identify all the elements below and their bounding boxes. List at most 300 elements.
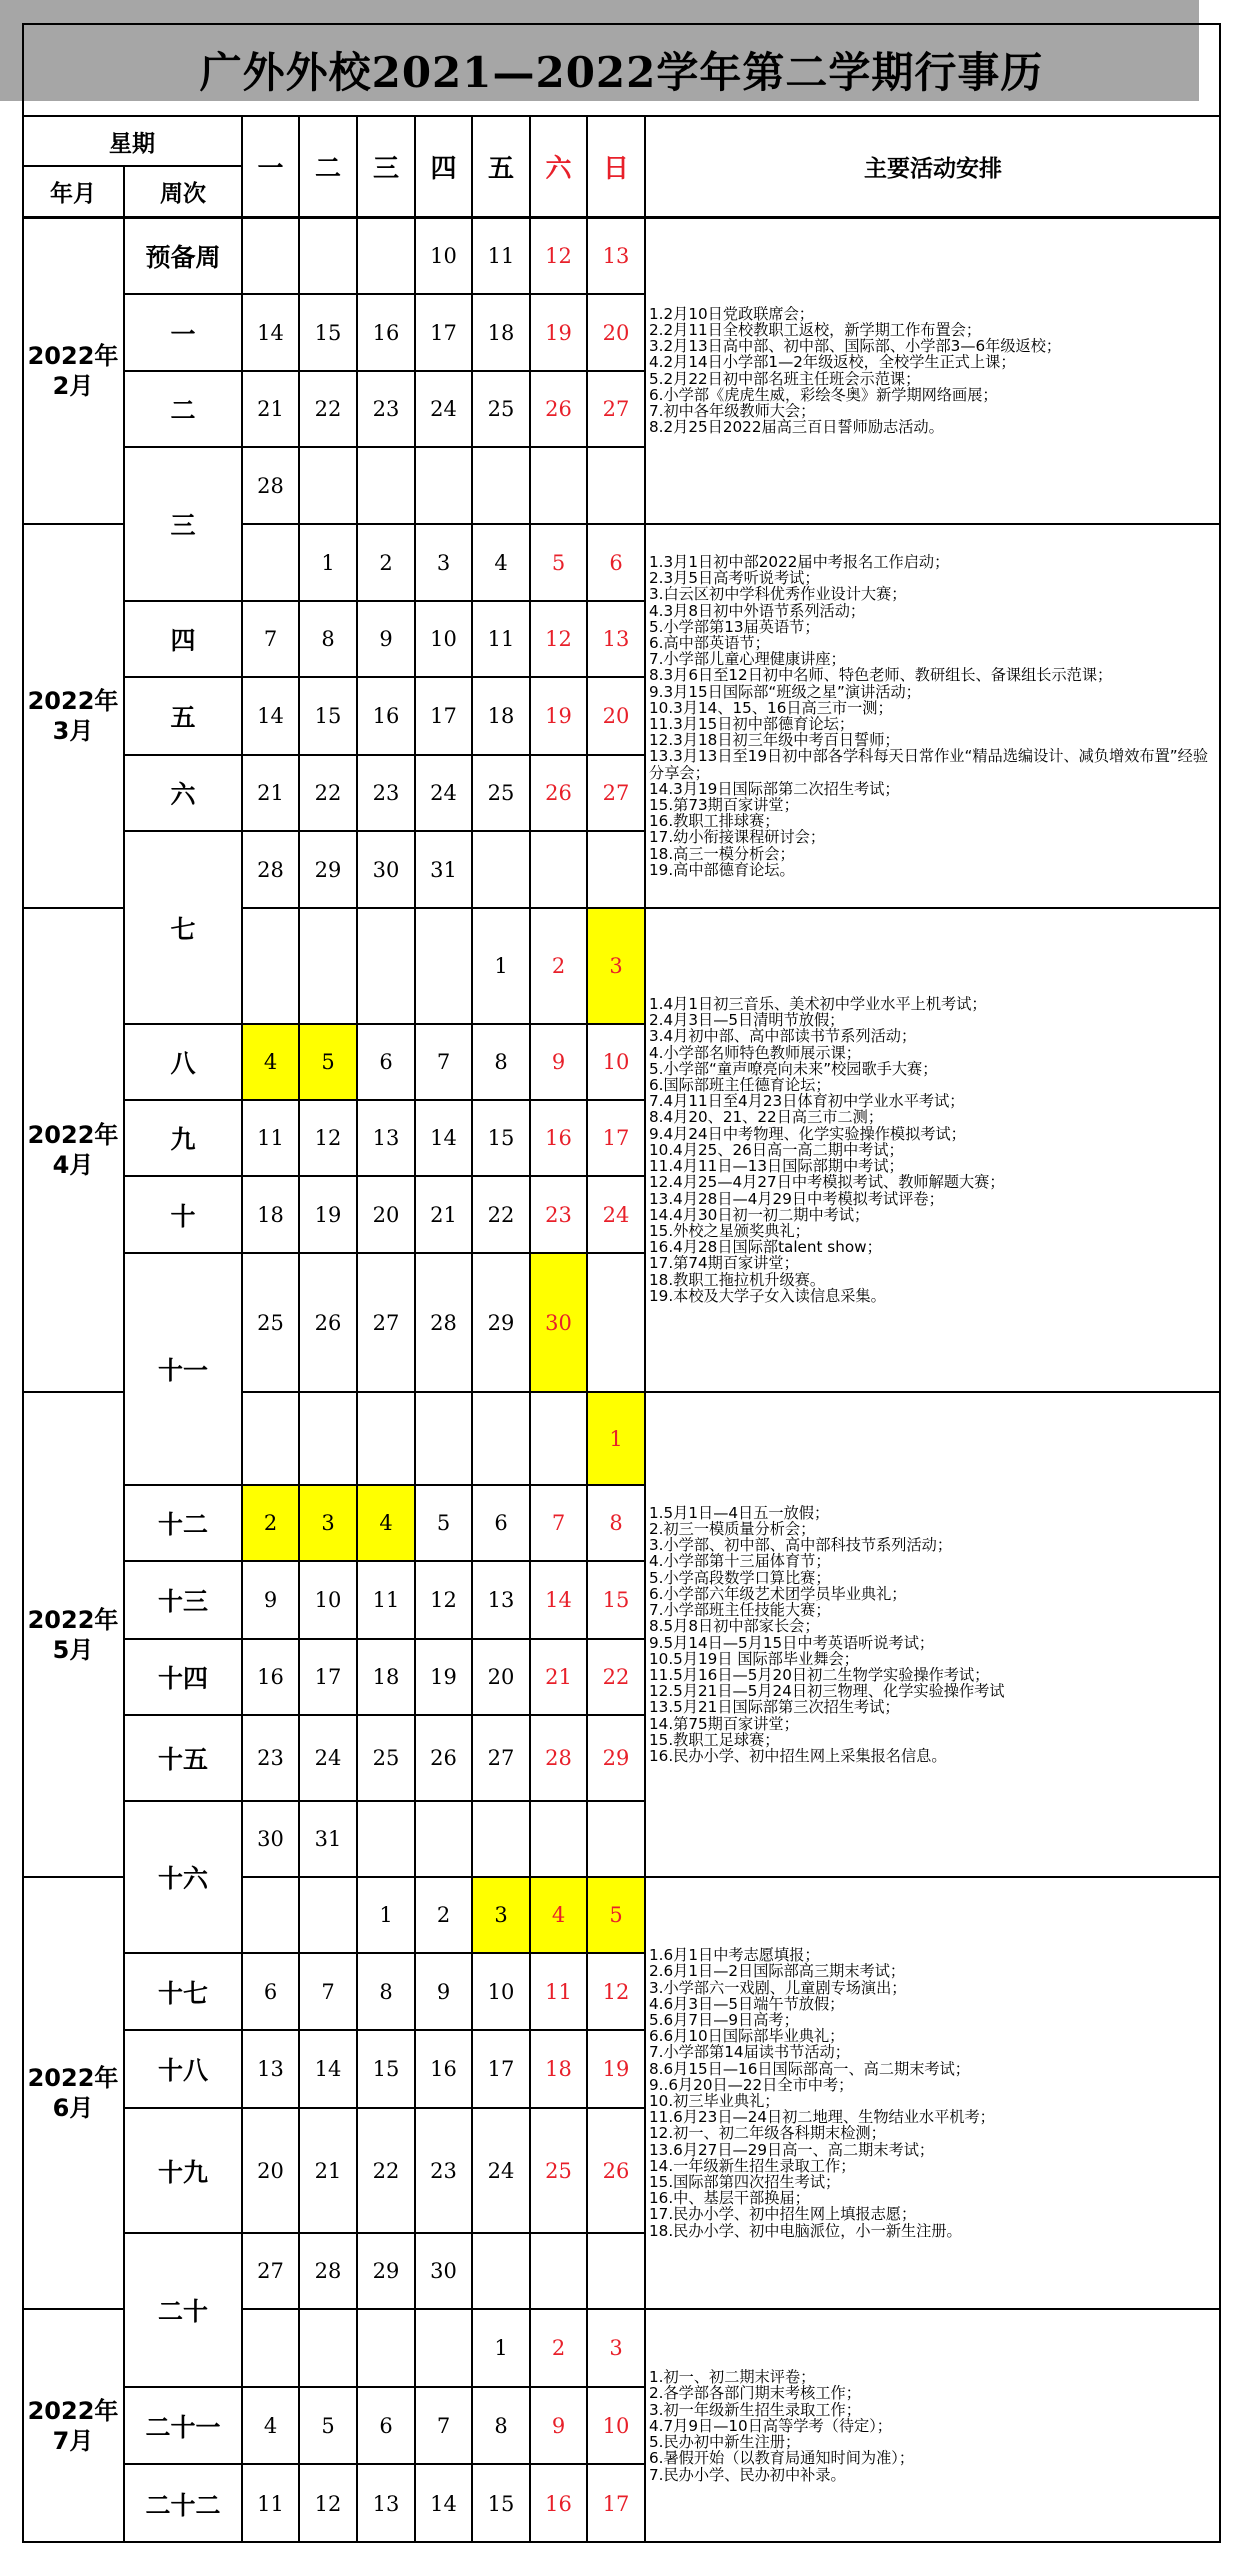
date-cell: 24 <box>430 397 457 421</box>
grid-line <box>298 116 300 217</box>
date-cell: 19 <box>430 1665 457 1689</box>
date-cell: 30 <box>430 2259 457 2283</box>
activity-item: 3.初一年级新生招生录取工作； <box>649 2400 861 2419</box>
date-cell: 11 <box>487 243 515 268</box>
date-cell: 3 <box>609 2336 623 2360</box>
date-cell <box>299 447 357 524</box>
grid-line <box>241 217 243 2543</box>
date-cell: 2 <box>551 2336 566 2360</box>
date-cell: 26 <box>314 1310 342 1335</box>
date-cell: 9 <box>551 1050 566 1074</box>
date-cell: 26 <box>430 1746 457 1770</box>
day-header-6: 六 <box>545 154 572 184</box>
date-cell <box>530 1801 587 1877</box>
date-cell <box>415 1392 472 1485</box>
activity-item: 5.小学高段数学口算比赛； <box>649 1568 831 1587</box>
date-cell: 30 <box>257 1827 284 1851</box>
activity-item: 5.小学部第13届英语节； <box>649 617 820 636</box>
week-label: 十一 <box>157 1356 208 1385</box>
activity-item: 3.4月初中部、高中部读书节系列活动； <box>649 1027 917 1046</box>
activity-item: 11.5月16日—5月20日初二生物学实验操作考试； <box>649 1665 990 1684</box>
date-cell: 23 <box>257 1746 284 1770</box>
activity-item: 3.白云区初中学科优秀作业设计大赛； <box>649 585 907 604</box>
date-cell: 26 <box>545 397 572 421</box>
activity-item: 4.小学部第十三届体育节； <box>649 1552 831 1571</box>
date-cell: 14 <box>257 320 284 345</box>
grid-line <box>124 1252 242 1254</box>
activity-item: 14.4月30日初一初二期中考试； <box>649 1205 870 1224</box>
date-cell: 9 <box>436 1979 451 2004</box>
grid-line <box>22 1876 124 1878</box>
activity-item: 4.小学部名师特色教师展示课； <box>649 1043 861 1062</box>
date-cell: 24 <box>430 781 457 805</box>
date-cell: 13 <box>257 2057 284 2081</box>
week-label: 二 <box>170 396 196 425</box>
month-label <box>22 908 124 1392</box>
date-cell: 22 <box>372 2158 400 2183</box>
week-label: 十九 <box>157 2157 208 2187</box>
date-cell: 23 <box>430 2158 457 2183</box>
grid-line <box>645 523 1221 525</box>
date-cell: 16 <box>372 704 400 728</box>
activity-item: 1.初一、初二期末评卷； <box>649 2368 816 2387</box>
date-cell: 22 <box>487 1202 515 1227</box>
date-cell: 6 <box>263 1979 278 2004</box>
date-cell: 17 <box>430 704 457 728</box>
date-cell <box>415 2309 472 2387</box>
date-cell: 3 <box>587 908 645 1024</box>
activity-item: 8.3月6日至12日初中名师、特色老师、教研组长、备课组长示范课； <box>649 666 1113 685</box>
activity-item: 2.3月5日高考听说考试； <box>649 569 820 588</box>
page-title: 广外外校2021—2022学年第二学期行事历 <box>199 47 1044 97</box>
grid-line <box>241 116 243 217</box>
date-cell: 29 <box>487 1310 515 1335</box>
grid-line <box>124 2463 242 2465</box>
day-header-5: 五 <box>487 154 514 184</box>
grid-line <box>242 1952 645 1954</box>
date-cell: 15 <box>602 1588 630 1612</box>
date-cell: 18 <box>487 320 515 345</box>
date-cell <box>530 447 587 524</box>
week-label: 三 <box>170 511 196 540</box>
date-cell: 14 <box>257 704 284 728</box>
activity-item: 6.暑假开始（以教育局通知时间为准）； <box>649 2449 915 2468</box>
activity-item: 8.2月25日2022届高三百日誓师励志活动。 <box>649 418 944 437</box>
grid-line <box>22 907 124 909</box>
activity-item: 7.民办小学、民办初中补录。 <box>649 2465 846 2484</box>
grid-line <box>242 523 645 525</box>
week-label: 十七 <box>157 1978 208 2008</box>
date-cell: 19 <box>602 2057 630 2081</box>
activity-item: 18.民办小学、初中电脑派位，小一新生注册。 <box>649 2221 962 2240</box>
activity-item: 13.4月28日—4月29日中考模拟考试评卷； <box>649 1189 944 1208</box>
date-cell: 12 <box>545 627 572 651</box>
date-cell: 12 <box>314 2491 342 2516</box>
activity-item: 6.国际部班主任德育论坛； <box>649 1076 831 1095</box>
month-label-line: 5月 <box>52 1635 94 1664</box>
month-label-line: 4月 <box>52 1151 94 1179</box>
date-cell: 13 <box>602 243 630 268</box>
date-cell <box>415 1801 472 1877</box>
date-cell: 21 <box>257 397 284 421</box>
date-cell: 1 <box>494 954 508 978</box>
date-cell: 19 <box>314 1202 342 1227</box>
date-cell <box>357 1801 415 1877</box>
date-cell: 21 <box>545 1665 572 1689</box>
date-cell <box>357 908 415 1024</box>
date-cell <box>587 2233 645 2309</box>
grid-line <box>124 2386 242 2388</box>
date-cell: 6 <box>379 1050 393 1074</box>
grid-line <box>242 1023 645 1025</box>
date-cell: 4 <box>530 1877 587 1953</box>
month-label-line: 2022年 <box>27 341 119 370</box>
activity-item: 15.外校之星颁奖典礼； <box>649 1221 810 1240</box>
date-cell: 17 <box>602 1126 630 1150</box>
week-label: 四 <box>170 626 196 655</box>
month-label-line: 2022年 <box>27 2064 119 2092</box>
activity-item: 12.4月25—4月27日中考模拟考试、教师解题大赛； <box>649 1173 1005 1192</box>
grid-line <box>242 1391 645 1393</box>
grid-line <box>124 1952 242 1954</box>
grid-line <box>242 1484 645 1486</box>
date-cell: 8 <box>321 627 335 651</box>
activity-item: 3.小学部六一戏剧、儿童剧专场演出； <box>649 1978 907 1997</box>
activity-item: 15.国际部第四次招生考试； <box>649 2173 841 2192</box>
grid-line <box>22 216 1221 219</box>
activity-item: 6.6月10日国际部毕业典礼； <box>649 2027 845 2046</box>
date-cell: 10 <box>487 1979 515 2004</box>
grid-line <box>298 217 300 2543</box>
date-cell <box>299 2309 357 2387</box>
activity-item: 9..6月20日—22日全市中考； <box>649 2075 854 2094</box>
activity-item: 16.教职工排球赛； <box>649 812 780 831</box>
activity-item: 5.2月22日初中部名班主任班会示范课； <box>649 369 921 388</box>
date-cell <box>472 1801 530 1877</box>
grid-line <box>529 217 531 2543</box>
week-label: 六 <box>170 780 196 809</box>
date-cell: 8 <box>494 2413 508 2438</box>
grid-line <box>242 2029 645 2031</box>
month-label <box>22 1392 124 1877</box>
activity-item: 8.4月20、21、22日高三市二测； <box>649 1108 884 1127</box>
date-cell: 27 <box>602 781 630 805</box>
activity-item: 15.第73期百家讲堂； <box>649 796 799 815</box>
grid-line <box>242 2232 645 2234</box>
month-label-line: 2022年 <box>27 1121 119 1149</box>
grid-line <box>645 907 1221 909</box>
grid-line <box>124 293 242 295</box>
date-cell: 29 <box>602 1746 630 1770</box>
grid-line <box>242 600 645 602</box>
month-label-line: 2月 <box>52 371 94 400</box>
week-label: 五 <box>170 703 196 732</box>
date-cell: 7 <box>436 1050 451 1074</box>
activity-item: 1.5月1日—4日五一放假； <box>649 1503 830 1522</box>
grid-line <box>645 1876 1221 1878</box>
grid-line <box>124 1023 242 1025</box>
month-label-line: 2022年 <box>27 2397 119 2425</box>
grid-line <box>586 116 588 217</box>
date-cell: 23 <box>372 781 400 805</box>
date-cell: 1 <box>379 1903 393 1927</box>
date-cell <box>472 1392 530 1485</box>
activity-item: 7.4月11日至4月23日体育初中学业水平考试； <box>649 1092 965 1111</box>
date-cell: 3 <box>436 550 451 575</box>
month-header: 年月 <box>50 181 96 207</box>
date-cell: 5 <box>436 1511 451 1535</box>
activity-item: 11.6月23日—24日初二地理、生物结业水平机考； <box>649 2108 995 2127</box>
activity-item: 2.2月11日全校教职工返校，新学期工作布置会； <box>649 320 982 339</box>
activity-item: 18.教职工拖拉机升级赛。 <box>649 1270 826 1289</box>
date-cell: 9 <box>379 627 393 651</box>
date-cell <box>357 2309 415 2387</box>
date-cell <box>299 1877 357 1953</box>
grid-line <box>356 116 358 217</box>
activity-item: 9.3月15日国际部“班级之星”演讲活动； <box>649 682 921 701</box>
date-cell: 20 <box>257 2158 284 2183</box>
activity-item: 14.第75期百家讲堂； <box>649 1714 799 1733</box>
date-cell: 21 <box>314 2158 342 2183</box>
grid-line <box>22 165 242 167</box>
date-cell: 17 <box>430 320 457 345</box>
date-cell: 24 <box>602 1202 630 1227</box>
date-cell: 2 <box>551 954 566 978</box>
week-label: 十 <box>170 1201 196 1231</box>
grid-line <box>414 217 416 2543</box>
activity-item: 6.小学部《虎虎生威，彩绘冬奥》新学期网络画展； <box>649 385 998 404</box>
activity-item: 3.2月13日高中部、初中部、国际部、小学部3—6年级返校； <box>649 337 1062 356</box>
date-cell <box>357 447 415 524</box>
date-cell: 6 <box>494 1511 508 1535</box>
grid-line <box>242 2386 645 2388</box>
date-cell <box>530 831 587 908</box>
grid-line <box>586 217 588 2543</box>
activity-item: 15.教职工足球赛； <box>649 1730 780 1749</box>
date-cell: 16 <box>372 320 400 345</box>
date-cell <box>242 1877 299 1953</box>
activity-item: 2.6月1日—2日国际部高三期末考试； <box>649 1962 906 1981</box>
day-header-3: 三 <box>372 154 399 184</box>
date-cell: 19 <box>545 704 572 728</box>
date-cell: 13 <box>372 1126 400 1150</box>
grid-line <box>22 23 1221 25</box>
date-cell: 10 <box>602 2413 630 2438</box>
grid-line <box>22 115 1221 117</box>
day-header-1: 一 <box>257 154 284 184</box>
month-label-line: 2022年 <box>27 1605 119 1634</box>
date-cell: 25 <box>372 1746 400 1770</box>
grid-line <box>242 370 645 372</box>
date-cell: 1 <box>321 550 335 575</box>
date-cell: 18 <box>487 704 515 728</box>
activity-item: 10.4月25、26日高一高二期中考试； <box>649 1140 904 1159</box>
date-cell: 16 <box>545 1126 572 1150</box>
week-label: 二十 <box>157 2297 208 2326</box>
activity-item: 1.6月1日中考志愿填报； <box>649 1946 820 1965</box>
date-cell: 10 <box>430 627 457 651</box>
activity-item: 11.3月15日初中部德育论坛； <box>649 715 855 733</box>
date-cell <box>242 908 299 1024</box>
date-cell: 4 <box>263 2413 278 2438</box>
date-cell <box>472 2233 530 2309</box>
activity-item: 9.5月14日—5月15日中考英语听说考试； <box>649 1633 935 1652</box>
grid-line <box>644 116 646 217</box>
month-label <box>22 1877 124 2309</box>
activity-item: 7.小学部班主任技能大赛； <box>649 1601 831 1620</box>
date-cell: 17 <box>602 2491 630 2516</box>
grid-line <box>242 754 645 756</box>
date-cell: 15 <box>487 2491 515 2516</box>
activity-item: 5.6月7日—9日高考； <box>649 2010 799 2029</box>
date-cell: 1 <box>494 2336 508 2360</box>
activity-item: 10.5月19日 国际部毕业舞会； <box>649 1649 859 1668</box>
activity-item: 14.一年级新生招生录取工作； <box>649 2156 856 2175</box>
date-cell: 11 <box>487 627 515 651</box>
date-cell: 27 <box>257 2259 284 2283</box>
grid-line <box>645 1391 1221 1393</box>
date-cell: 31 <box>314 1827 342 1851</box>
date-cell <box>299 908 357 1024</box>
date-cell: 14 <box>430 2491 457 2516</box>
activity-item: 17.民办小学、初中招生网上填报志愿； <box>649 2205 917 2224</box>
activity-item: 16.民办小学、初中招生网上采集报名信息。 <box>649 1746 947 1765</box>
date-cell: 13 <box>372 2491 400 2516</box>
date-cell: 12 <box>545 243 572 268</box>
grid-line <box>471 116 473 217</box>
date-cell: 8 <box>609 1511 623 1535</box>
grid-line <box>242 1800 645 1802</box>
date-cell: 2 <box>379 550 393 575</box>
date-cell: 20 <box>602 704 630 728</box>
grid-line <box>124 830 242 832</box>
date-cell: 20 <box>602 320 630 345</box>
grid-line <box>529 116 531 217</box>
grid-line <box>124 1638 242 1640</box>
date-cell <box>587 447 645 524</box>
grid-line <box>124 676 242 678</box>
activity-list <box>645 2309 1221 2543</box>
activity-item: 13.5月21日国际部第三次招生考试； <box>649 1698 900 1717</box>
date-cell: 3 <box>299 1485 357 1561</box>
date-cell: 5 <box>321 2413 335 2438</box>
date-cell: 4 <box>242 1024 299 1100</box>
activity-item: 2.各学部各部门期末考核工作； <box>649 2384 861 2403</box>
date-cell: 8 <box>379 1979 393 2004</box>
date-cell: 25 <box>545 2158 572 2183</box>
activity-item: 18.高三一模分析会； <box>649 844 795 863</box>
grid-line <box>22 2541 1221 2543</box>
activity-item: 19.高中部德育论坛。 <box>649 860 795 879</box>
grid-line <box>124 370 242 372</box>
date-cell: 25 <box>257 1310 284 1335</box>
date-cell: 28 <box>545 1746 572 1770</box>
date-cell: 20 <box>487 1665 515 1689</box>
date-cell: 30 <box>372 857 400 882</box>
date-cell: 18 <box>545 2057 572 2081</box>
activity-list <box>645 1392 1221 1877</box>
week-label: 二十二 <box>145 2490 221 2520</box>
grid-line <box>242 1560 645 1562</box>
activity-item: 14.3月19日国际部第二次招生考试； <box>649 779 900 798</box>
week-label: 七 <box>170 914 196 944</box>
date-cell <box>242 217 299 294</box>
month-label-line: 7月 <box>52 2427 94 2455</box>
grid-line <box>242 1714 645 1716</box>
date-cell: 5 <box>551 550 566 575</box>
grid-line <box>242 1099 645 1101</box>
grid-line <box>22 23 24 2543</box>
date-cell: 27 <box>372 1310 400 1335</box>
date-cell <box>357 217 415 294</box>
grid-line <box>124 1175 242 1177</box>
date-cell: 12 <box>430 1588 457 1612</box>
week-label: 十二 <box>157 1510 208 1539</box>
date-cell: 21 <box>257 781 284 805</box>
date-cell: 28 <box>257 857 284 882</box>
week-label: 九 <box>170 1125 196 1154</box>
week-label: 一 <box>170 319 196 349</box>
date-cell: 3 <box>472 1877 530 1953</box>
date-cell <box>587 1801 645 1877</box>
grid-line <box>242 830 645 832</box>
grid-line <box>242 1638 645 1640</box>
week-label: 十四 <box>157 1664 208 1693</box>
month-label <box>22 2309 124 2543</box>
date-cell: 28 <box>314 2259 342 2283</box>
date-cell: 28 <box>430 1310 457 1335</box>
grid-line <box>644 217 646 2543</box>
activity-item: 1.4月1日初三音乐、美术初中学业水平上机考试； <box>649 995 987 1014</box>
date-cell: 14 <box>545 1588 572 1612</box>
date-cell: 15 <box>314 320 342 345</box>
grid-line <box>471 217 473 2543</box>
grid-line <box>124 1099 242 1101</box>
activity-item: 10.初三毕业典礼； <box>649 2092 780 2110</box>
grid-line <box>124 2107 242 2109</box>
date-cell: 22 <box>314 781 342 805</box>
date-cell: 8 <box>494 1050 508 1074</box>
activity-item: 19.本校及大学子女入读信息采集。 <box>649 1286 886 1305</box>
date-cell: 12 <box>602 1979 630 2004</box>
date-cell: 9 <box>551 2413 566 2438</box>
date-cell: 12 <box>314 1126 342 1150</box>
activity-list <box>645 908 1221 1392</box>
activity-list <box>645 524 1221 908</box>
date-cell: 7 <box>551 1511 566 1535</box>
date-cell <box>242 1392 299 1485</box>
date-cell: 16 <box>430 2057 457 2081</box>
date-cell: 25 <box>487 781 515 805</box>
day-header-2: 二 <box>314 154 341 184</box>
grid-line <box>124 1714 242 1716</box>
date-cell: 21 <box>430 1202 457 1227</box>
date-cell: 2 <box>242 1485 299 1561</box>
date-cell: 29 <box>372 2259 400 2283</box>
month-label-line: 6月 <box>52 2094 94 2122</box>
date-cell: 22 <box>602 1665 630 1689</box>
date-cell <box>530 1392 587 1485</box>
grid-line <box>22 2308 124 2310</box>
week-label: 十八 <box>157 2056 208 2085</box>
month-label <box>22 217 124 524</box>
date-cell <box>242 2309 299 2387</box>
activity-item: 4.7月9日—10日高等学考（待定）； <box>649 2416 892 2435</box>
date-cell <box>357 1392 415 1485</box>
grid-line <box>124 1560 242 1562</box>
date-cell: 20 <box>372 1202 400 1227</box>
grid-line <box>1219 23 1221 2543</box>
